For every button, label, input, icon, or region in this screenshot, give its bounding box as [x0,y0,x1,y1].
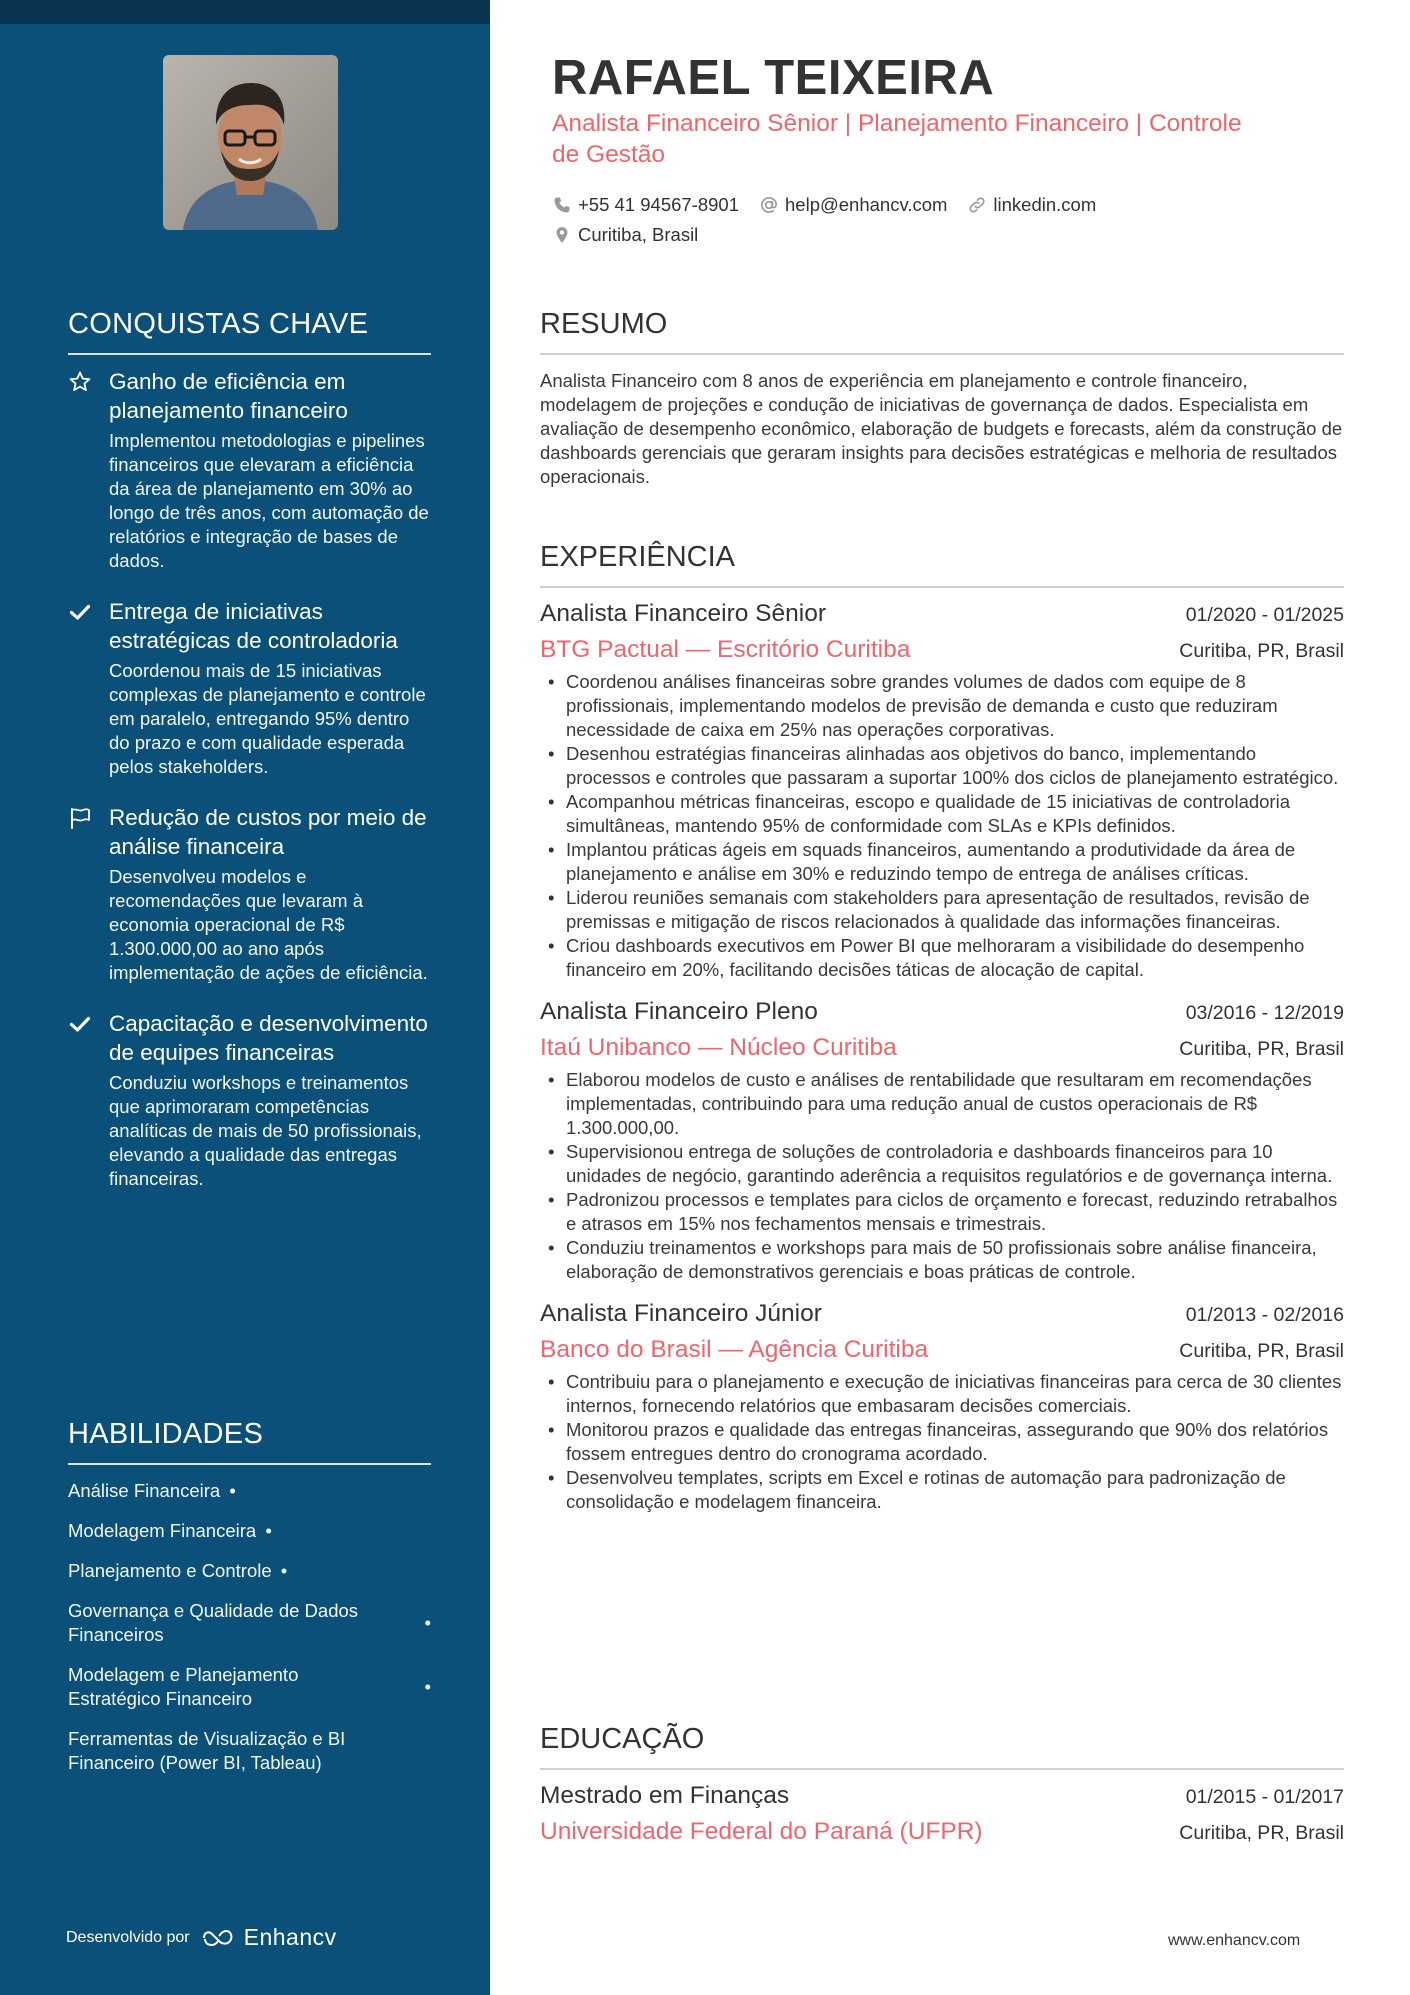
skill-item [68,1727,431,1775]
at-icon [759,195,785,215]
job-location: Curitiba, PR, Brasil [1179,1038,1344,1060]
linkedin-text: linkedin.com [993,194,1097,215]
email-text: help@enhancv.com [785,194,948,215]
skill-separator: • [265,1520,272,1541]
sidebar [0,0,490,1995]
skill-label: Ferramentas de Visualização e BI Financeiro (Power BI, Tableau) [68,1728,346,1773]
job-bullet: • Supervisionou entrega de soluções de controladoria e dashboards financeiros para 10 unidades de negócio, garantindo aderência a requisitos regulatórios e de governança interna. [540,1140,1344,1188]
link-icon [967,195,993,215]
job-entry [540,1300,1344,1514]
location-pin-icon [552,225,578,245]
achievement-item [68,367,431,573]
summary-heading: RESUMO [540,308,1344,355]
candidate-role: Analista Financeiro Sênior | Planejamento Financeiro | Controle de Gestão [552,110,1242,168]
job-location: Curitiba, PR, Brasil [1179,1340,1344,1362]
job-bullet: • Monitorou prazos e qualidade das entregas financeiras, assegurando que 90% dos relatórios fossem entregues dentro do cronograma acordado. [540,1418,1344,1466]
job-company: BTG Pactual — Escritório Curitiba [540,636,911,663]
contact-email[interactable] [759,194,947,216]
education-entry [540,1782,1344,1846]
education-school: Universidade Federal do Paraná (UFPR) [540,1818,983,1845]
location-text: Curitiba, Brasil [578,224,699,245]
job-title: Analista Financeiro Júnior [540,1300,822,1327]
job-bullet: • Conduziu treinamentos e workshops para mais de 50 profissionais sobre análise financeira, elaboração de demonstrativos gerenciais e boas práticas de controle. [540,1236,1344,1284]
achievement-description: Coordenou mais de 15 iniciativas complexas de planejamento e controle em paralelo, entregando 95% dentro do prazo e com qualidade esperada pelos stakeholders. [109,660,426,777]
achievement-title: Capacitação e desenvolvimento de equipes financeiras [109,1011,428,1065]
job-bullet: • Padronizou processos e templates para ciclos de orçamento e forecast, reduzindo retrabalhos e atrasos em 15% nos fechamentos mensais e trimestrais. [540,1188,1344,1236]
education-date: 01/2015 - 01/2017 [1185,1786,1344,1808]
skills-section [68,1418,431,1775]
job-bullet: • Contribuiu para o planejamento e execução de iniciativas financeiras para cerca de 30 clientes internos, fornecendo relatórios que embasaram decisões comerciais. [540,1370,1344,1418]
job-bullet: • Implantou práticas ágeis em squads financeiros, aumentando a produtividade da área de planejamento e análise em 30% e reduzindo tempo de entrega de análises críticas. [540,838,1344,886]
job-entry [540,998,1344,1284]
job-entry [540,600,1344,982]
job-date: 01/2020 - 01/2025 [1185,604,1344,626]
job-bullets [540,1370,1344,1514]
summary-section [540,308,1344,489]
footer-credit [66,1924,337,1951]
sidebar-top-bar [0,0,490,24]
star-icon [68,370,92,394]
education-heading: EDUCAÇÃO [540,1723,1344,1770]
footer-website[interactable]: www.enhancv.com [1168,1932,1301,1949]
phone-text: +55 41 94567-8901 [578,194,739,215]
check-icon [68,600,92,624]
education-degree: Mestrado em Finanças [540,1782,790,1809]
job-title: Analista Financeiro Pleno [540,998,818,1025]
candidate-name: RAFAEL TEIXEIRA [552,51,995,105]
job-bullet: • Coordenou análises financeiras sobre grandes volumes de dados com equipe de 8 profissionais, implementando modelos de previsão de demanda e custo que reduziram necessidade de caixa em 25% nas operações corporativas. [540,670,1344,742]
achievements-heading: CONQUISTAS CHAVE [68,308,431,355]
achievements-section [68,308,431,1191]
job-location: Curitiba, PR, Brasil [1179,640,1344,662]
contact-linkedin[interactable] [967,194,1096,216]
achievement-title: Redução de custos por meio de análise financeira [109,805,427,859]
job-bullet: • Elaborou modelos de custo e análises de rentabilidade que resultaram em recomendações implementadas, contribuindo para uma redução anual de custos operacionais de R$ 1.300.000,00. [540,1068,1344,1140]
contact-phone[interactable] [552,194,739,216]
job-company: Banco do Brasil — Agência Curitiba [540,1336,929,1363]
skill-separator: • [424,1676,431,1697]
flag-icon [68,806,92,830]
achievement-title: Ganho de eficiência em planejamento financeiro [109,369,348,423]
skill-item [68,1663,431,1711]
achievement-description: Conduziu workshops e treinamentos que aprimoraram competências analíticas de mais de 50 profissionais, elevando a qualidade das entregas financeiras. [109,1072,422,1189]
enhancv-logo-icon [202,1928,236,1948]
contact-info [552,190,1312,250]
job-title: Analista Financeiro Sênior [540,600,826,627]
skill-separator: • [229,1480,236,1501]
job-bullet: • Liderou reuniões semanais com stakeholders para apresentação de resultados, revisão de premissas e mitigação de riscos relacionados à qualidade das informações financeiras. [540,886,1344,934]
skill-label: Planejamento e Controle [68,1560,272,1581]
job-bullet: • Desenhou estratégias financeiras alinhadas aos objetivos do banco, implementando processos e controles que passaram a suportar 100% dos ciclos de planejamento estratégico. [540,742,1344,790]
achievement-item [68,803,431,985]
experience-section [540,541,1344,1514]
education-section [540,1723,1344,1846]
summary-text: Analista Financeiro com 8 anos de experiência em planejamento e controle financeiro, modelagem de projeções e condução de iniciativas de governança de dados. Especialista em avaliação de desempenho econômico, elaboração de budgets e forecasts, além da construção de dashboards gerenciais que geraram insights para decisões estratégicas e melhoria de resultados operacionais. [540,370,1343,487]
education-location: Curitiba, PR, Brasil [1179,1822,1344,1844]
achievement-item [68,597,431,779]
skill-item [68,1479,431,1503]
phone-icon [552,195,578,215]
skill-item [68,1599,431,1647]
job-bullet: • Criou dashboards executivos em Power BI que melhoraram a visibilidade do desempenho financeiro em 20%, facilitando decisões táticas de alocação de capital. [540,934,1344,982]
contact-location [552,224,698,246]
job-date: 01/2013 - 02/2016 [1185,1304,1344,1326]
achievement-description: Implementou metodologias e pipelines financeiros que elevaram a eficiência da área de planejamento em 30% ao longo de três anos, com automação de relatórios e integração de bases de dados. [109,430,429,571]
skill-label: Modelagem e Planejamento Estratégico Financeiro [68,1664,299,1709]
achievement-title: Entrega de iniciativas estratégicas de controladoria [109,599,398,653]
skill-item [68,1559,431,1583]
job-company: Itaú Unibanco — Núcleo Curitiba [540,1034,897,1061]
achievement-item [68,1009,431,1191]
skill-label: Análise Financeira [68,1480,221,1501]
job-bullet: • Desenvolveu templates, scripts em Excel e rotinas de automação para padronização de consolidação e modelagem financeira. [540,1466,1344,1514]
experience-heading: EXPERIÊNCIA [540,541,1344,588]
job-date: 03/2016 - 12/2019 [1185,1002,1344,1024]
check-icon [68,1012,92,1036]
skill-separator: • [280,1560,288,1581]
footer-brand: Enhancv [243,1924,337,1950]
skill-label: Governança e Qualidade de Dados Financeiros [68,1600,359,1645]
job-bullets [540,1068,1344,1284]
footer-made-with: Desenvolvido por [66,1928,190,1946]
skill-separator: • [424,1612,431,1633]
skills-heading: HABILIDADES [68,1418,431,1465]
job-bullets [540,670,1344,982]
profile-photo [163,55,338,230]
skill-label: Modelagem Financeira [68,1520,257,1541]
job-bullet: • Acompanhou métricas financeiras, escopo e qualidade de 15 iniciativas de controladoria simultâneas, mantendo 95% de conformidade com SLAs e KPIs definidos. [540,790,1344,838]
achievement-description: Desenvolveu modelos e recomendações que levaram à economia operacional de R$ 1.300.000,00 ao ano após implementação de ações de eficiência. [109,866,428,983]
skill-item [68,1519,431,1543]
